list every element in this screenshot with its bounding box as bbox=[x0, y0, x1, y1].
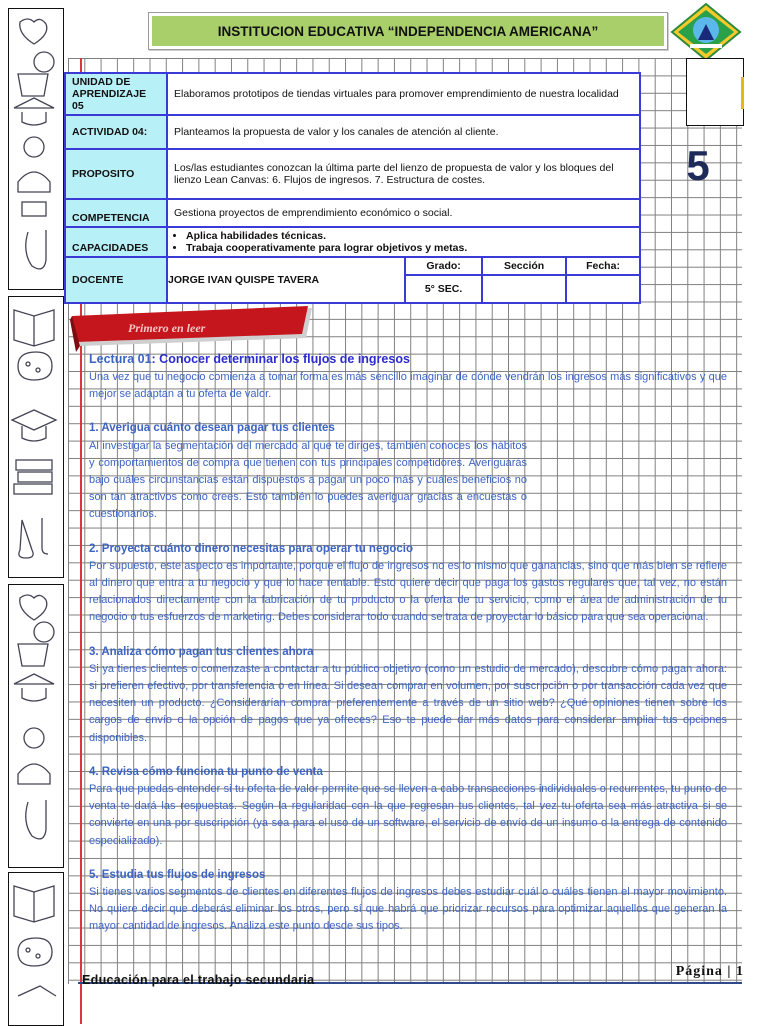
seccion-value bbox=[482, 275, 566, 303]
competencia-value: Gestiona proyectos de emprendimiento económico o social. bbox=[167, 199, 640, 227]
right-margin bbox=[742, 58, 768, 1024]
footer-page-number: Página | 1 bbox=[675, 964, 744, 979]
section-text: Si ya tienes clientes o comenzaste a contactar a tu público objetivo (como un estudio de mercado), descubre cómo pagan ahora: si prefieren efectivo, por transferencia o en línea. Si desean comprar en volumen, por suscripción o por transacción cada vez que necesiten un producto. ¿Considerarían comprar preferentemente a través de un sitio web? ¿Qué opiniones tienen sobre los cargos de envío o la opción de pagos que ya ofreces? Eso te puede dar más datos para considerar ampliar tus opciones disponibles. bbox=[89, 662, 727, 744]
reading-prefix: Lectura 01 bbox=[89, 352, 152, 366]
school-logo-icon bbox=[668, 2, 744, 62]
grado-value: 5° SEC. bbox=[405, 275, 482, 303]
frame-accent bbox=[741, 77, 744, 109]
school-doodles-icon bbox=[8, 876, 62, 1016]
doodle-strip bbox=[0, 0, 68, 1024]
activity-info-table bbox=[64, 72, 641, 304]
activity-number: 5 bbox=[686, 142, 710, 189]
capacidad-item: • Aplica habilidades técnicas. bbox=[186, 230, 633, 242]
proposito-value: Los/las estudiantes conozcan la última parte del lienzo de propuesta de valor y los bloques del lienzo Lean Canvas: 6. Flujos de ingresos. 7. Estructura de costes. bbox=[167, 149, 640, 199]
actividad-value: Planteamos la propuesta de valor y los canales de atención al cliente. bbox=[167, 115, 640, 149]
institution-title: INSTITUCION EDUCATIVA “INDEPENDENCIA AMERICANA” bbox=[152, 16, 664, 46]
competencia-label: COMPETENCIA bbox=[65, 199, 167, 227]
section-text: Si tienes varios segmentos de clientes en diferentes flujos de ingresos debes estudiar cuál o cuáles tienen el mayor movimiento. No quiere decir que deberás eliminar los otros, pero sí que habrá que priorizar recursos para optimizar aquellos que generan la mayor cantidad de ingresos. Analiza este punto desde sus tipos. bbox=[89, 886, 727, 933]
section-title: 3. Analiza cómo pagan tus clientes ahora bbox=[89, 645, 314, 658]
section-title: 2. Proyecta cuánto dinero necesitas para operar tu negocio bbox=[89, 542, 414, 555]
docente-label: DOCENTE bbox=[65, 257, 167, 303]
school-doodles-icon bbox=[8, 12, 62, 282]
capacidades-list bbox=[167, 227, 640, 257]
school-doodles-icon bbox=[8, 588, 62, 858]
section-title: 5. Estudia tus flujos de ingresos bbox=[89, 868, 266, 881]
reading-intro: Una vez que tu negocio comienza a tomar forma es más sencillo imaginar de dónde vendrán los ingresos más significativos y que mejor se adaptan a tu oferta de valor. bbox=[89, 371, 727, 401]
section-text: Por supuesto, este aspecto es importante, porque el flujo de ingresos no es lo mismo que ganancias, sino que más bien se refiere al dinero que entra a tu negocio y que lo hace rentable. Esto quiere decir que paga los gastos regulares que, tal vez, no están relacionados directamente con la fabricación de tu producto o la oferta de tu servicio, como el área de administración de tu negocio o tus esfuerzos de marketing. Debes considerar todo cuando se trata de proyectar lo básico para que sea operacional. bbox=[89, 559, 727, 624]
proposito-label: PROPOSITO bbox=[65, 149, 167, 199]
actividad-label: ACTIVIDAD 04: bbox=[65, 115, 167, 149]
reading-title bbox=[89, 350, 727, 369]
unidad-value: Elaboramos prototipos de tiendas virtuales para promover emprendimiento de nuestra localidad bbox=[167, 73, 640, 115]
capacidad-item: • Trabaja cooperativamente para lograr objetivos y metas. bbox=[186, 242, 633, 254]
section-title: 1. Averigua cuánto desean pagar tus clientes bbox=[89, 422, 335, 435]
section-text: Al investigar la segmentación del mercado al que te diriges, también conoces los hábitos y comportamientos de compra que tienen con tus principales competidores. Averiguarás bajo cuáles circunstancias están dispuestos a pagar un poco más y cuáles beneficios no son tan atractivos como crees. Esto también lo puedes averiguar gracias a encuestas o cuestionarios. bbox=[89, 439, 527, 521]
activity-number-frame bbox=[686, 58, 744, 126]
seccion-label: Sección bbox=[482, 257, 566, 275]
grado-label: Grado: bbox=[405, 257, 482, 275]
section-text: Para que puedas entender si tu oferta de valor permite que se lleven a cabo transacciones individuales o recurrentes, tu punto de venta te dará las respuestas. Según la regularidad con la que regresan tus clientes, tal vez tu oferta sea más atractiva si se convierte en una por suscripción (ya sea para el uso de un software, el servicio de envío de un insumo o la entrega de contenido especializado). bbox=[89, 783, 727, 847]
ribbon-text: Primero en leer bbox=[128, 321, 206, 335]
section-title: 4. Revisa cómo funciona tu punto de venta bbox=[89, 765, 323, 778]
fecha-label: Fecha: bbox=[566, 257, 640, 275]
footer-course: Educación para el trabajo secundaria bbox=[82, 973, 315, 987]
capacidades-label: CAPACIDADES bbox=[65, 227, 167, 257]
reading-content bbox=[89, 350, 727, 936]
unidad-label: UNIDAD DE APRENDIZAJE 05 bbox=[65, 73, 167, 115]
school-doodles-icon bbox=[8, 300, 62, 570]
section-ribbon bbox=[68, 306, 316, 356]
institution-header bbox=[148, 12, 668, 50]
reading-title-text: : Conocer determinar los flujos de ingresos bbox=[151, 352, 410, 366]
fecha-value bbox=[566, 275, 640, 303]
docente-value: JORGE IVAN QUISPE TAVERA bbox=[167, 257, 405, 303]
